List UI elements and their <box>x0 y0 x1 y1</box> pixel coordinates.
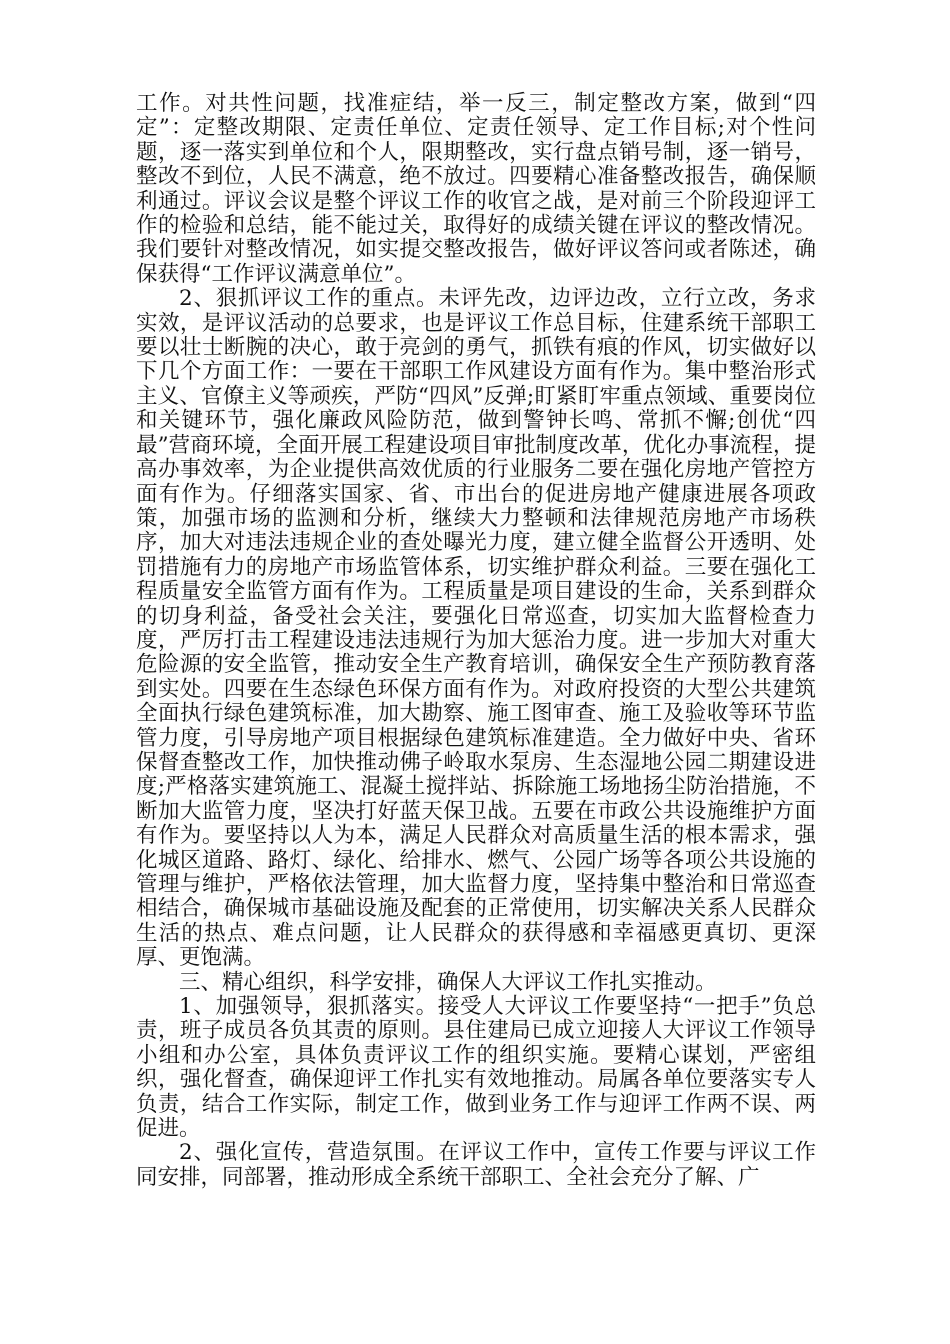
paragraph-evaluation-focus: 2、狠抓评议工作的重点。未评先改，边评边改，立行立改，务求实效，是评议活动的总要求，也是评议工作总目标，住建系统干部职工要以壮士断腕的决心，敢于亮剑的勇气，抓铁有痕的作风，切实做好以下几个方面工作：一要在干部职工作风建设方面有作为。集中整治形式主义、官僚主义等顽疾，严防“四风”反弹;盯紧盯牢重点领域、重要岗位和关键环节，强化廉政风险防范，做到警钟长鸣、常抓不懈;创优“四最”营商环境，全面开展工程建设项目审批制度改革，优化办事流程，提高办事效率，为企业提供高效优质的行业服务二要在强化房地产管控方面有作为。仔细落实国家、省、市出台的促进房地产健康进展各项政策，加强市场的监测和分析，继续大力整顿和法律规范房地产市场秩序，加大对违法违规企业的查处曝光力度，建立健全监督公开透明、处罚措施有力的房地产市场监管体系，切实维护群众利益。三要在强化工程质量安全监管方面有作为。工程质量是项目建设的生命，关系到群众的切身利益，备受社会关注，要强化日常巡查，切实加大监督检查力度，严厉打击工程建设违法违规行为加大惩治力度。进一步加大对重大危险源的安全监管，推动安全生产教育培训，确保安全生产预防教育落到实处。四要在生态绿色环保方面有作为。对政府投资的大型公共建筑全面执行绿色建筑标准，加大勘察、施工图审查、施工及验收等环节监管力度，引导房地产项目根据绿色建筑标准建造。全力做好中央、省环保督查整改工作，加快推动佛子岭取水泵房、生态湿地公园二期建设进度;严格落实建筑施工、混凝土搅拌站、拆除施工场地扬尘防治措施，不断加大监管力度，坚决打好蓝天保卫战。五要在市政公共设施维护方面有作为。要坚持以人为本，满足人民群众对高质量生活的根本需求，强化城区道路、路灯、绿化、给排水、燃气、公园广场等各项公共设施的管理与维护，严格依法管理，加大监督力度，坚持集中整治和日常巡查相结合，确保城市基础设施及配套的正常使用，切实解决关系人民群众生活的热点、难点问题，让人民群众的获得感和幸福感更真切、更深厚、更饱满。 <box>136 286 816 971</box>
paragraph-publicity: 2、强化宣传，营造氛围。在评议工作中，宣传工作要与评议工作同安排，同部署，推动形成全系统干部职工、全社会充分了解、广 <box>136 1140 816 1190</box>
section-heading-organization: 三、精心组织，科学安排，确保人大评议工作扎实推动。 <box>179 969 717 995</box>
paragraph-leadership: 1、加强领导，狠抓落实。接受人大评议工作要坚持“一把手”负总责，班子成员各负其责的原则。县住建局已成立迎接人大评议工作领导小组和办公室，具体负责评议工作的组织实施。要精心谋划，严密组织，强化督查，确保迎评工作扎实有效地推动。局属各单位要落实专人负责，结合工作实际，制定工作，做到业务工作与迎评工作两不误、两促进。 <box>136 994 816 1142</box>
document-body <box>136 92 816 1190</box>
paragraph-continuation: 工作。对共性问题，找准症结，举一反三，制定整改方案，做到“四定”：定整改期限、定责任单位、定责任领导、定工作目标;对个性问题，逐一落实到单位和个人，限期整改，实行盘点销号制，逐一销号，整改不到位，人民不满意，绝不放过。四要精心准备整改报告，确保顺利通过。评议会议是整个评议工作的收官之战，是对前三个阶段迎评工作的检验和总结，能不能过关，取得好的成绩关键在评议的整改情况。我们要针对整改情况，如实提交整改报告，做好评议答问或者陈述，确保获得“工作评议满意单位”。 <box>136 91 816 287</box>
